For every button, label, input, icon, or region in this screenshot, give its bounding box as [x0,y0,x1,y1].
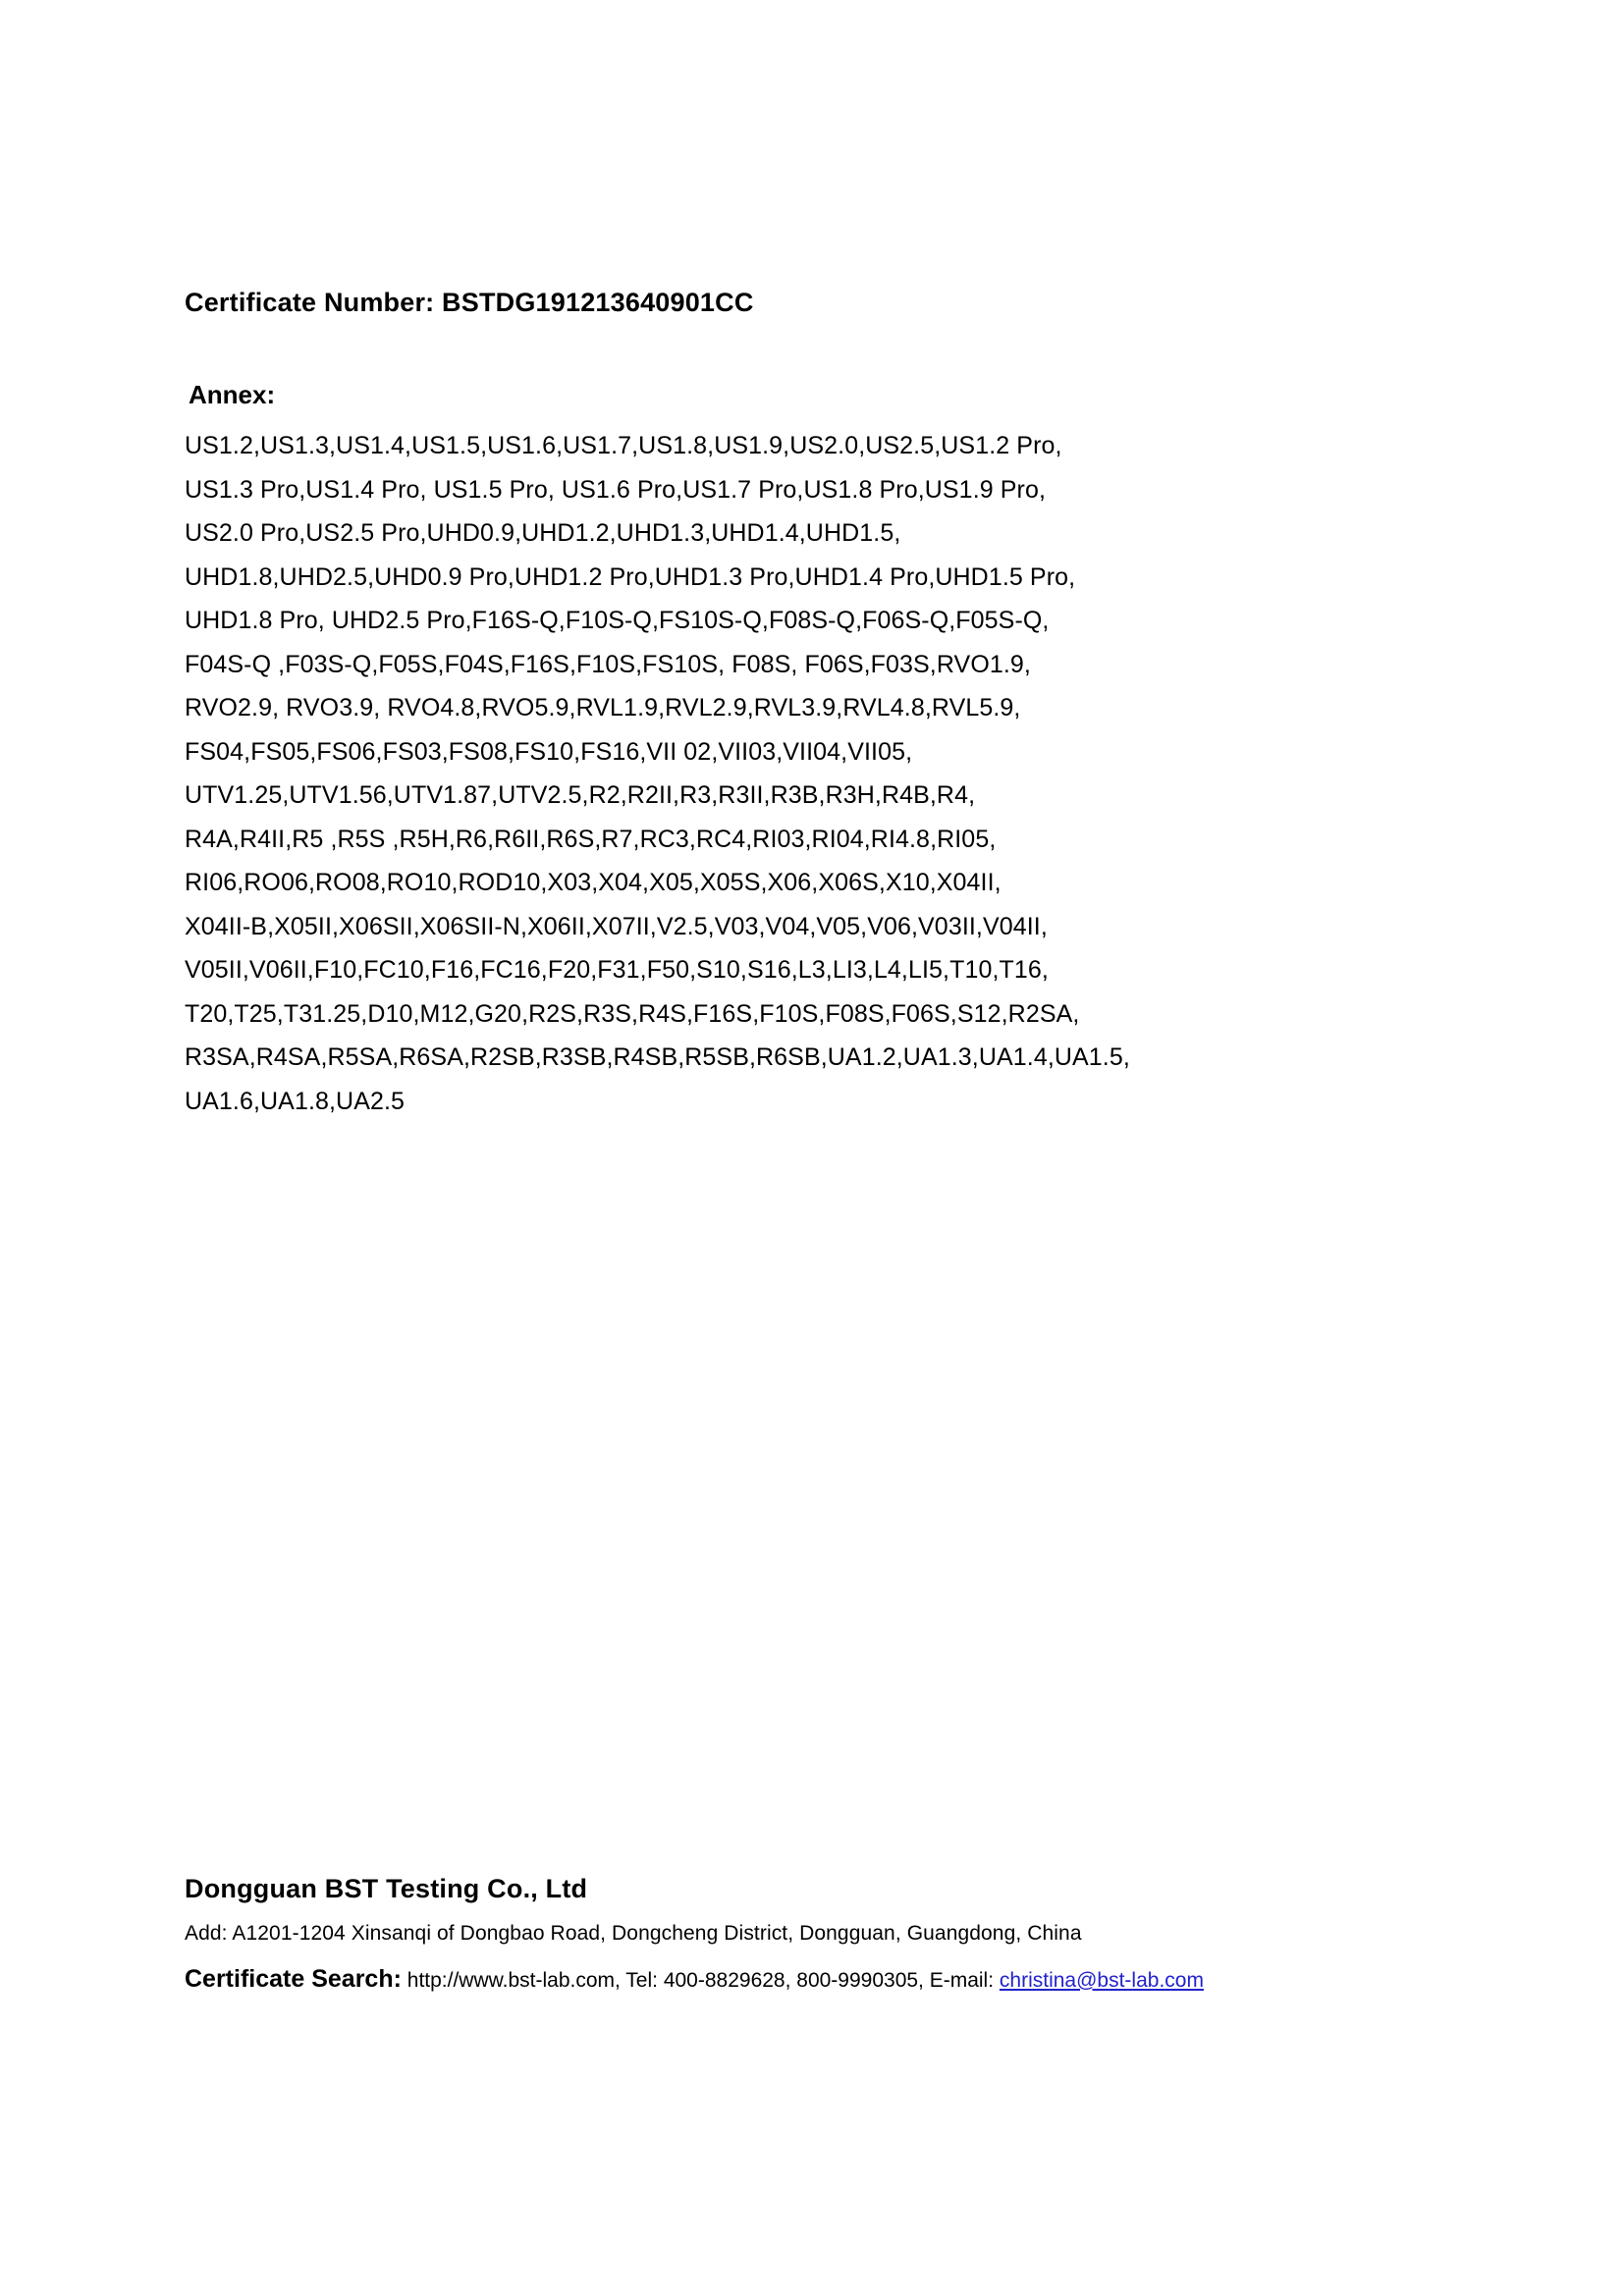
certificate-number-heading: Certificate Number: BSTDG191213640901CC [185,288,754,317]
email-link[interactable]: christina@bst-lab.com [999,1968,1204,1992]
annex-line: R4A,R4II,R5 ,R5S ,R5H,R6,R6II,R6S,R7,RC3,RC4,RI03,RI04,RI4.8,RI05, [185,825,997,853]
annex-line: UA1.6,UA1.8,UA2.5 [185,1087,406,1115]
annex-line: US1.2,US1.3,US1.4,US1.5,US1.6,US1.7,US1.8,US1.9,US2.0,US2.5,US1.2 Pro, [185,432,1062,460]
annex-line: UHD1.8 Pro, UHD2.5 Pro,F16S-Q,F10S-Q,FS10S-Q,F08S-Q,F06S-Q,F05S-Q, [185,607,1050,635]
annex-line: V05II,V06II,F10,FC10,F16,FC16,F20,F31,F50,S10,S16,L3,LI3,L4,LI5,T10,T16, [185,956,1049,985]
annex-line: T20,T25,T31.25,D10,M12,G20,R2S,R3S,R4S,F16S,F10S,F08S,F06S,S12,R2SA, [185,999,1080,1028]
company-address: Add: A1201-1204 Xinsanqi of Dongbao Road, Dongcheng District, Dongguan, Guangdong, China [185,1922,1082,1946]
annex-label: Annex: [189,380,276,410]
annex-line: F04S-Q ,F03S-Q,F05S,F04S,F16S,F10S,FS10S, F08S, F06S,F03S,RVO1.9, [185,650,1031,678]
annex-model-list [185,424,1451,1123]
annex-line: R3SA,R4SA,R5SA,R6SA,R2SB,R3SB,R4SB,R5SB,R6SB,UA1.2,UA1.3,UA1.4,UA1.5, [185,1043,1130,1072]
annex-line: FS04,FS05,FS06,FS03,FS08,FS10,FS16,VII 02,VII03,VII04,VII05, [185,737,913,766]
certificate-search-line [185,1963,1461,1997]
document-footer [185,1873,1461,1996]
annex-line: RVO2.9, RVO3.9, RVO4.8,RVO5.9,RVL1.9,RVL2.9,RVL3.9,RVL4.8,RVL5.9, [185,694,1021,722]
certificate-search-details: http://www.bst-lab.com, Tel: 400-8829628, 800-9990305, E-mail: [401,1968,1000,1992]
annex-line: X04II-B,X05II,X06SII,X06SII-N,X06II,X07II,V2.5,V03,V04,V05,V06,V03II,V04II, [185,912,1048,940]
annex-line: UHD1.8,UHD2.5,UHD0.9 Pro,UHD1.2 Pro,UHD1.3 Pro,UHD1.4 Pro,UHD1.5 Pro, [185,562,1076,591]
annex-line: RI06,RO06,RO08,RO10,ROD10,X03,X04,X05,X05S,X06,X06S,X10,X04II, [185,869,1001,897]
annex-line: UTV1.25,UTV1.56,UTV1.87,UTV2.5,R2,R2II,R3,R3II,R3B,R3H,R4B,R4, [185,781,976,810]
document-body [185,287,1451,1123]
company-name: Dongguan BST Testing Co., Ltd [185,1874,588,1903]
annex-line: US2.0 Pro,US2.5 Pro,UHD0.9,UHD1.2,UHD1.3,UHD1.4,UHD1.5, [185,519,901,548]
certificate-search-label: Certificate Search: [185,1964,402,1993]
annex-line: US1.3 Pro,US1.4 Pro, US1.5 Pro, US1.6 Pro,US1.7 Pro,US1.8 Pro,US1.9 Pro, [185,475,1047,504]
